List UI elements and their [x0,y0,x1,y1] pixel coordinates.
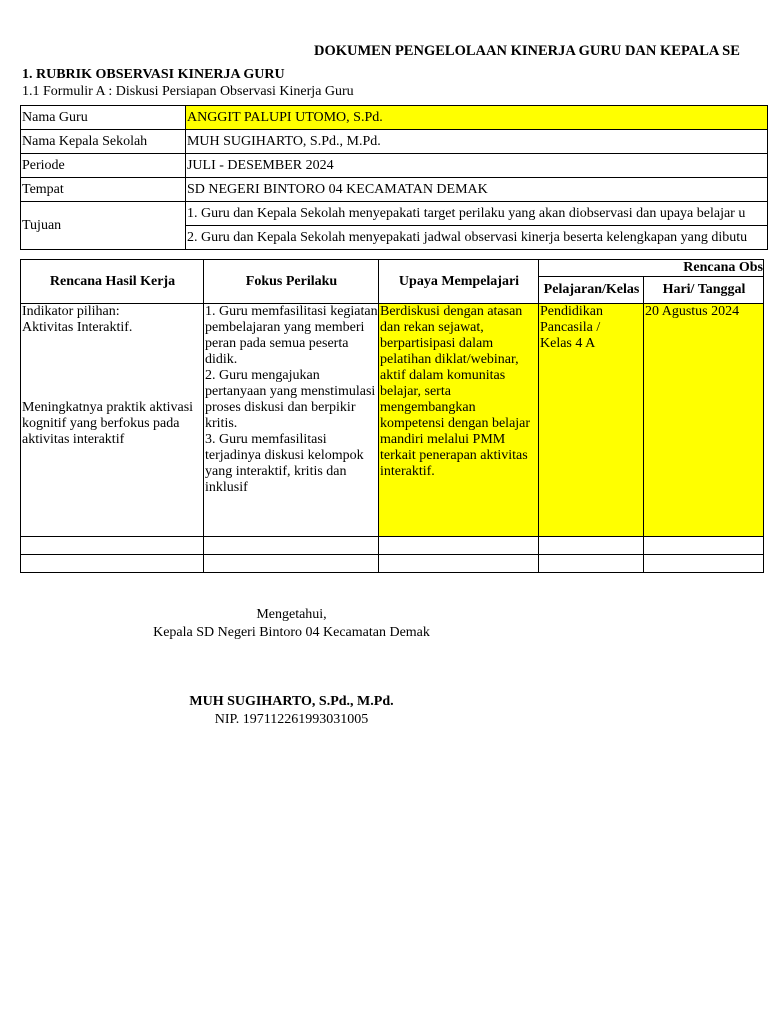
cell-hari-tanggal: 20 Agustus 2024 [644,304,764,537]
signature-jabatan: Kepala SD Negeri Bintoro 04 Kecamatan Demak [153,625,430,640]
label-tempat: Tempat [21,178,186,202]
empty-cell [21,537,204,555]
cell-upaya-mempelajari [379,304,539,537]
value-tujuan-2: 2. Guru dan Kepala Sekolah menyepakati jadwal observasi kinerja beserta kelengkapan yang dibutu [185,226,767,250]
upaya-line: dan rekan sejawat, [380,320,484,335]
fokus-line: kritis. [205,416,238,431]
observation-plan-table [20,259,764,573]
document-title: DOKUMEN PENGELOLAAN KINERJA GURU DAN KEPALA SE [314,43,740,59]
spacer [22,336,203,400]
empty-cell [644,555,764,573]
empty-cell [204,555,379,573]
header-hari-tanggal: Hari/ Tanggal [644,277,764,304]
fokus-line: yang interaktif, kritis dan [205,464,347,479]
upaya-line: aktif dalam komunitas [380,368,506,383]
fokus-line: 3. Guru memfasilitasi [205,432,327,447]
rencana-line: Aktivitas Interaktif. [22,320,133,335]
pelajaran-line: Pendidikan [540,304,603,319]
empty-cell [379,537,539,555]
upaya-line: pelatihan diklat/webinar, [380,352,519,367]
rencana-line: Indikator pilihan: [22,304,120,319]
upaya-line: berpartisipasi dalam [380,336,494,351]
label-nama-guru: Nama Guru [21,106,186,130]
pelajaran-line: Pancasila / [540,320,601,335]
empty-cell [539,537,644,555]
empty-cell [539,555,644,573]
empty-cell [21,555,204,573]
signature-nama: MUH SUGIHARTO, S.Pd., M.Pd. [189,694,394,709]
pelajaran-line: Kelas 4 A [540,336,596,351]
rencana-line: kognitif yang berfokus pada [22,416,180,431]
fokus-line: peran pada semua peserta [205,336,349,351]
fokus-line: 1. Guru memfasilitasi kegiatan [205,304,378,319]
upaya-line: kompetensi dengan belajar [380,416,531,431]
header-rencana-hasil-kerja: Rencana Hasil Kerja [21,260,204,304]
info-row-guru [21,106,768,130]
info-table [20,105,768,250]
value-tujuan-1: 1. Guru dan Kepala Sekolah menyepakati target perilaku yang akan diobservasi dan upaya belajar u [185,202,767,226]
rencana-line: aktivitas interaktif [22,432,125,447]
fokus-line: didik. [205,352,238,367]
upaya-line: mandiri melalui PMM [380,432,506,447]
value-nama-guru: ANGGIT PALUPI UTOMO, S.Pd. [185,106,767,130]
fokus-line: pembelajaran yang memberi [205,320,365,335]
fokus-line: 2. Guru mengajukan [205,368,320,383]
upaya-line: mengembangkan [380,400,476,415]
signature-nip: NIP. 197112261993031005 [214,712,369,727]
value-kepala-sekolah: MUH SUGIHARTO, S.Pd., M.Pd. [185,130,767,154]
cell-rencana-hasil-kerja [21,304,204,537]
info-row-kepala [21,130,768,154]
value-tempat: SD NEGERI BINTORO 04 KECAMATAN DEMAK [185,178,767,202]
info-row-tujuan-1 [21,202,768,226]
signature-mengetahui: Mengetahui, [256,607,327,622]
table-row-empty [21,555,764,573]
header-row-top [21,260,764,277]
upaya-line: interaktif. [380,464,435,479]
header-pelajaran-kelas: Pelajaran/Kelas [539,277,644,304]
info-row-tempat [21,178,768,202]
upaya-line: belajar, serta [380,384,451,399]
label-tujuan: Tujuan [21,202,186,250]
fokus-line: proses diskusi dan berpikir [205,400,356,415]
value-periode: JULI - DESEMBER 2024 [185,154,767,178]
cell-pelajaran-kelas [539,304,644,537]
empty-cell [204,537,379,555]
empty-cell [644,537,764,555]
rencana-line: Meningkatnya praktik aktivasi [22,400,194,415]
section-heading: 1. RUBRIK OBSERVASI KINERJA GURU [22,67,285,82]
header-upaya-mempelajari: Upaya Mempelajari [379,260,539,304]
table-row [21,304,764,537]
fokus-line: terjadinya diskusi kelompok [205,448,364,463]
label-kepala-sekolah: Nama Kepala Sekolah [21,130,186,154]
fokus-line: pertanyaan yang menstimulasi [205,384,376,399]
info-row-periode [21,154,768,178]
header-fokus-perilaku: Fokus Perilaku [204,260,379,304]
header-rencana-observasi: Rencana Obs [539,260,764,277]
upaya-line: Berdiskusi dengan atasan [380,304,523,319]
table-row-empty [21,537,764,555]
subsection-heading: 1.1 Formulir A : Diskusi Persiapan Observasi Kinerja Guru [22,84,354,99]
empty-cell [379,555,539,573]
cell-fokus-perilaku [204,304,379,537]
label-periode: Periode [21,154,186,178]
fokus-line: inklusif [205,480,248,495]
upaya-line: terkait penerapan aktivitas [380,448,528,463]
